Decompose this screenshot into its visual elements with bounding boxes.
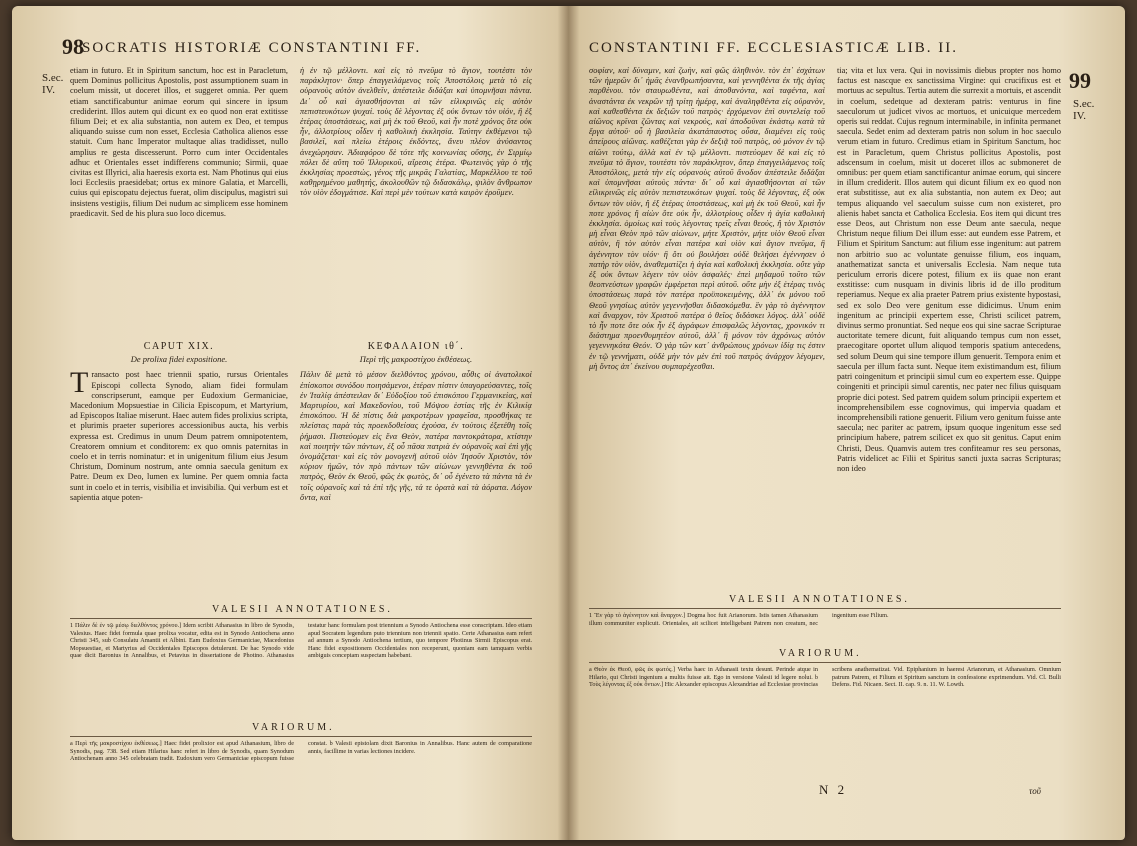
divider xyxy=(70,736,532,737)
latin-column xyxy=(837,66,1061,586)
greek-text: σοφίαν, καὶ δύναμιν, καὶ ζωὴν, καὶ φῶς ἀληθινὸν. τὸν ἐπ᾽ ἐσχάτων τῶν ἡμερῶν δι᾽ ἡμᾶς ἐνανθρωπήσαντα, καὶ γεννηθέντα ἐκ τῆς ἁγίας παρθένου. τὸν σταυρωθέντα, καὶ ἀποθανόντα, καὶ ταφέντα, καὶ ἀναστάντα ἐκ νεκρῶν τῇ τρίτῃ ἡμέρᾳ, καὶ ἀναληφθέντα εἰς οὐρανὸν, καὶ καθεσθέντα ἐκ δεξιῶν τοῦ πατρὸς· ἐρχόμενον ἐπὶ συντελείᾳ τοῦ αἰῶνος κρῖναι ζῶντας καὶ νεκρούς, καὶ ἀποδοῦναι ἑκάστῳ κατὰ τὰ ἔργα αὐτοῦ· οὗ ἡ βασιλεία ἀκατάπαυστος οὖσα, διαμένει εἰς τοὺς ἀπείρους αἰῶνας. καθέζεται γὰρ ἐν δεξιᾷ τοῦ πατρὸς, οὐ μόνον ἐν τῷ αἰῶνι τούτῳ, ἀλλὰ καὶ ἐν τῷ μέλλοντι. πιστεύομεν δὲ καὶ εἰς τὸ πνεῦμα τὸ ἅγιον, τουτέστι τὸν παράκλητον, ὅπερ ἐπαγγειλάμενος τοῖς Ἀποστόλοις, μετὰ τὴν εἰς οὐρανοὺς αὐτοῦ ἄνοδον ἀπέστειλε διδάξαι καὶ ὑπομνῆσαι αὐτοὺς πάντα· δι᾽ οὗ καὶ ἁγιασθήσονται αἱ τῶν εἰλικρινῶς εἰς αὐτὸν πεπιστευκότων ψυχαί. τοὺς δὲ λέγοντας, ἐξ οὐκ ὄντων τὸν υἱὸν, ἢ ἐξ ἑτέρας ὑποστάσεως, καὶ μὴ ἐκ τοῦ Θεοῦ, καὶ ἦν ποτε χρόνος ἢ αἰὼν ὅτε οὐκ ἦν, ἀλλοτρίους οἶδεν ἡ ἁγία καθολικὴ ἐκκλησία. ὁμοίως καὶ τοὺς λέγοντας τρεῖς εἶναι θεούς, ἢ τὸν Χριστὸν μὴ εἶναι Θεὸν πρὸ τῶν αἰώνων, μήτε Χριστὸν, μήτε υἱὸν Θεοῦ εἶναι αὐτὸν, ἢ τὸν αὐτὸν εἶναι πατέρα καὶ υἱὸν καὶ ἅγιον πνεῦμα, ἢ ἀγέννητον τὸν υἱόν· ἢ ὅτι οὐ βουλήσει οὐδὲ θελήσει ἐγέννησεν ὁ πατὴρ τὸν υἱὸν, ἀναθεματίζει ἡ ἁγία καὶ καθολικὴ ἐκκλησία. οὔτε γὰρ ἐξ οὐκ ὄντων λέγειν τὸν υἱὸν ἀσφαλές· ἐπεὶ μηδαμοῦ τοῦτο τῶν θεοπνεύστων γραφῶν ἐμφέρεται περὶ αὐτοῦ. οὔτε μὴν ἐξ ἑτέρας τινὸς ὑποστάσεως παρὰ τὸν πατέρα προϋποκειμένης, ἀλλ᾽ ἐκ μόνου τοῦ Θεοῦ γνησίως αὐτὸν γεγεννῆσθαι διδασκόμεθα. ἓν γὰρ τὸ ἀγέννητον καὶ ἄναρχον, τὸν Χριστοῦ πατέρα ὁ θεῖος διδάσκει λόγος. ἀλλ᾽ οὐδὲ τὸ ἦν ποτε ὅτε οὐκ ἦν ἐξ ἀγράφων ἐπισφαλῶς λέγοντας, χρονικόν τι διάστημα προενθυμητέον αὐτοῦ, ἀλλ᾽ ἢ μόνον τὸν ἀχρόνως αὐτὸν γεγεννηκότα Θεόν. Ὁ γὰρ τῶν κατ᾽ ἀνθρώπους χρόνων ἰδίᾳ τις ἐστιν ἐν τῷ γεννήματι, οὐδὲ μὴν τὸν μὲν ἐπὶ τοῦ πατρὸς ἀνάρχον λέγομεν, μὴ ὄντος ἀπ᾽ ἐκείνου συμπαρέχεσθαι. xyxy=(589,66,825,371)
page-number: 98 xyxy=(62,34,84,59)
annotations-title: VALESII ANNOTATIONES. xyxy=(212,604,393,615)
annotations-title: VALESII ANNOTATIONES. xyxy=(729,594,910,605)
margin-note: S.ec. IV. xyxy=(42,72,64,96)
page-number: 99 xyxy=(1069,68,1091,93)
latin-text: ransacto post haec triennii spatio, rursus Orientales Episcopi collecta Synodo, aliam fidei formulam conscripserunt, eamque per Eudoxium Germaniciae, Macedonium Mopsuestiae in Cilicia Episcopum, et Martyrium, ad Episcopos Italiae miserunt. Haec autem fides prolixius scripta, et plurimis praeter superiores accessionibus aucta, his verbis expressa est. Credimus in unum Deum patrem omnipotentem, Creatorem omnium et conditorem: ex quo omnis paternitas in coelo et in terris nominatur: et in unigenitum filium eius Jesum Christum, Dominum nostrum, ante omnia saecula genitum ex Patre. Deum ex Deo, lumen ex lumine. Per quem omnia facta sunt in coelo et in terris, visibilia et invisibilia. Qui verbum est et sapientia atque poten- xyxy=(70,370,288,502)
signature-mark: N 2 xyxy=(819,782,848,797)
chapter-subheading-greek: Περὶ τῆς μακροστίχου ἐκθέσεως. xyxy=(359,354,473,365)
margin-note: S.ec. IV. xyxy=(1073,98,1095,122)
running-head: SOCRATIS HISTORIÆ CONSTANTINI FF. xyxy=(82,40,422,56)
drop-cap: T xyxy=(70,366,89,400)
greek-text: Πάλιν δὲ μετὰ τὸ μέσον διελθόντος χρόνου, αὖθις οἱ ἀνατολικοὶ ἐπίσκοποι συνόδου ποιησάμενοι, ἑτέραν πίστιν ὑπαγορεύσαντες, τοῖς ἐν Ἰταλίᾳ ἀπέστειλαν δι᾽ Εὐδοξίου τοῦ ἐπισκόπου Γερμανικείας, καὶ Μαρτυρίου, καὶ Μακεδονίου, τοῦ Μόψου ἑστίας τῆς ἐν Κιλικίᾳ ἐπισκόπου. Ἡ δὲ πίστις διὰ μακροτέρων γραφεῖσα, προσθήκας τε πλείστας παρὰ τὰς προεκδοθείσας ἐχούσα, ἐν τούτοις ἐξετέθη τοῖς ῥήμασι. Πιστεύομεν εἰς ἕνα Θεὸν, πατέρα παντοκράτορα, κτίστην καὶ ποιητὴν τῶν πάντων, ἐξ οὗ πᾶσα πατριὰ ἐν οὐρανοῖς καὶ ἐπὶ γῆς ὀνομάζεται· καὶ εἰς τὸν μονογενῆ αὐτοῦ υἱὸν Ἰησοῦν Χριστὸν, τὸν κύριον ἡμῶν, τὸν πρὸ πάντων τῶν αἰώνων γεννηθέντα ἐκ τοῦ πατρὸς, Θεὸν ἐκ Θεοῦ, φῶς ἐκ φωτὸς, δι᾽ οὗ ἐγένετο τὰ πάντα τὰ ἐν τοῖς οὐρανοῖς καὶ τὰ ἐπὶ τῆς γῆς, τά τε ὁρατὰ καὶ τὰ ἀόρατα. Λόγον ὄντα, καὶ xyxy=(300,370,532,502)
variorum-text: a Περὶ τῆς μακροστίχου ἐκθέσεως.] Haec fidei prolixior est apud Athanasium, libro de Synodis, pag. 738. Sed etiam Hilarius hanc refert in libro de Synodis, quam Synodum Antiochenam anno 345 celebratam tradit. Eudoxium vero Germaniciae episcopum fuisse constat. b Valesii epistolam dixit Baronius in Annalibus. Hanc autem de comparatione annis, facillime in varias lectiones incidere. xyxy=(70,740,532,763)
divider xyxy=(70,618,532,619)
annotations-text: 1 Ἓν γὰρ τὸ ἀγέννητον καὶ ἄναρχον.] Dogma hoc fuit Arianorum. Istis tamen Athanasium illum communiter explicuit. Orientales, ait scilicet intelligebant Patrem non creatum, nec ingenitum esse Filium. xyxy=(589,612,889,627)
greek-column-top xyxy=(300,66,532,336)
latin-text: etiam in futuro. Et in Spiritum sanctum, hoc est in Paracletum, quem Dominus pollicitus Apostolis, post assumptionem suam in coelum missit, ut doceret illos, et suggeret omnia. Per quem etiam sanctificabuntur animae eorum qui sincere in ipsum crediderint. Illos autem qui dicunt ex eo quod non erat extitisse filium Dei; et ex alia substantia, non autem ex Deo, et tempus aliquando suisse cum non esset, Ecclesia Catholica alienos esse statuit. Cum hanc Imperator multaque alias tradidisset, nullo amplius re gesta discesserunt. Porro cum inter Occidentales adhuc et Orientales esset indifferens communio; Sirmii, quae civitas est Illyrici, alia haeresis exorta est. Nam Photinus qui eius loci Ecclesiis praesidebat; ortus ex minore Galatia, et Marcelli, cuius qui episcopatu dejectus fuerat, olim discipulus, magistri sui insistens vestigiis, filium Dei nudum ac simplicem esse hominem praedicavit. Sed de his plura suo loco dicemus. xyxy=(70,66,288,218)
greek-column-bottom xyxy=(300,336,532,596)
right-page xyxy=(569,6,1125,840)
running-head: CONSTANTINI FF. ECCLESIASTICÆ LIB. II. xyxy=(589,40,959,56)
chapter-subheading-latin: De prolixa fidei expositione. xyxy=(130,354,228,365)
annotations-text: 1 Πάλιν δὲ ἐν τῷ μέσῳ διελθόντος χρόνου.] Idem scribit Athanasius in libro de Synodis, Valesius. Haec fidei formula quae prolixa vocatur, edita est in Synodo Antiochena anno Christi 345, sub Consulatu Amantii et Albini. Eam Eudoxius Germaniciae, Macedonius Mopsuestiae, et Martyrius ad Occidentales Episcopos detulerunt. De hac Synodo vide quae dicit Baronius in Annalibus, et Petavius in dissertatione de Photino. Athanasius testatur hanc formulam post triennium a Synodo Antiochena esse conscriptam. Ideo etiam apud Socratem legendum puto triennium non triennii spatio. Certe Athanasius eam refert ad annum a Synodo Antiochena tertium, quo tempore Photinus Sirmii Episcopus erat. Hanc fidei expositionem Occidentales non receperunt, quoniam eam tamquam verbis ambiguis conceptam suspectam habebant. xyxy=(70,622,532,660)
book-spread xyxy=(12,6,1125,840)
chapter-heading-greek: ΚΕΦΑΛΑΙΟΝ ιθ΄. xyxy=(367,341,465,352)
greek-text: ἡ ἐν τῷ μέλλοντι. καὶ εἰς τὸ πνεῦμα τὸ ἅγιον, τουτέστι τὸν παράκλητον· ὅπερ ἐπαγγειλάμενος τοῖς Ἀποστόλοις μετὰ τὸ εἰς οὐρανοὺς αὐτὸν ἀνελθεῖν, ἀπέστειλε διδάξαι καὶ ὑπομνῆσαι πάντα. Δι᾽ οὗ καὶ ἁγιασθήσονται αἱ τῶν εἰλικρινῶς εἰς αὐτὸν πεπιστευκότων ψυχαί. τοὺς δὲ λέγοντας ἐξ οὐκ ὄντων τὸν υἱόν, ἢ ἐξ ἑτέρας ὑποστάσεως, καὶ μὴ ἐκ τοῦ Θεοῦ, καὶ ἦν ποτὲ χρόνος ὅτε οὐκ ἦν, ἀλλοτρίους οἶδεν ἡ καθολικὴ ἐκκλησία. Ταύτην ἐκθέμενοι τῷ βασιλεῖ, καὶ πλείω ἑτέροις ἐκδόντες, ἄνευ πλέον ἀνύσαντος ἀνεχώρησαν. Ἀδιαφόρου δὲ τότε τῆς κοινωνίας οὔσης, ἐν Σιρμίῳ πόλει δὲ αὕτη τοῦ Ἰλλυρικοῦ, αἵρεσις ἑτέρα. Φωτεινὸς γὰρ ὁ τῆς ἐκκλησίας προεστὼς, γένος τῆς μικρᾶς Γαλατίας, Μαρκέλλου τε τοῦ καθῃρημένου μαθητής, ἀκολουθῶν τῷ διδασκάλῳ, ψιλὸν ἄνθρωπον τὸν υἱὸν ἐδογμάτισε. Καὶ περὶ μὲν τούτων κατὰ καιρὸν ἐροῦμεν. xyxy=(300,66,532,198)
catchword: τοῦ xyxy=(1029,786,1041,796)
chapter-heading-latin: CAPUT XIX. xyxy=(143,341,215,352)
divider xyxy=(589,608,1061,609)
left-page xyxy=(12,6,568,840)
latin-column-top xyxy=(70,66,288,336)
variorum-title: VARIORUM. xyxy=(779,648,862,659)
latin-column-bottom xyxy=(70,336,288,596)
greek-column xyxy=(589,66,825,586)
variorum-title: VARIORUM. xyxy=(252,722,335,733)
divider xyxy=(589,662,1061,663)
variorum-text: a Θεὸν ἐκ Θεοῦ, φῶς ἐκ φωτός.] Verba haec in Athanasii textu desunt. Perinde atque in Hilario, qui Christi ingenium a multis fuisse ait. Ego in versione Valesii id legere nolui. b Τοὺς λέγοντας ἐξ οὐκ ὄντων.] Hic Alexander episcopus Alexandriae ad Ecclesiae provincias scribens anathematizat. Vid. Epiphanium in haeresi Arianorum, et Athanasium. Omnium patrum Patrem, et Filium et Spiritum sanctum in confessione exprimendum. Vid. Cl. Bulli Defens. Fid. Nicaen. Sect. II. cap. 9. n. 11. W. Lowth. xyxy=(589,666,1061,689)
latin-text: tia; vita et lux vera. Qui in novissimis diebus propter nos homo factus est nascque ex sanctissima Virgine: qui crucifixus est et mortuus ac sepultus. Tertia autem die surrexit a mortuis, et ascendit in coelum, sedetque ad dexteram patris: venturus in fine saeculorum ut judicet vivos ac mortuos, et unicuique mercedem operis sui reddat. Cujus regnum interminabile, in infinita permanet saecula. Sedet enim ad dexteram patris non solum in hoc saeculo verum etiam in futuro. Credimus etiam in Spiritum Sanctum, hoc est in Paracletum, quem Christus pollicitus Apostolis, post adscensum in coelum, misit ut doceret illos ac submoneret de omnibus: per quem etiam sanctificantur animae eorum, qui sincere in illum crediderit. Illos autem qui dicunt filium ex eo quod non erat substitisse, aut ex alia substantia, non autem ex Deo; aut tempus aliquando vel saeculum suisse cum non existeret, pro alienis habet sancta et Catholica Ecclesia. Eos item qui dicunt tres esse Deos, aut Christum non esse Deum ante saecula, neque Christum neque filium Dei illum esse: aut eundem esse Patrem, et Filium et Spiritum Sanctum: aut filium esse ingenitum: aut patrem non arbitrio suo ac voluntate genuisse filium, eos inquam, anathematizat sancta et universalis Ecclesia. Nam neque tuta periculum erroris dicere potest, filium ex iis quae non erant exstitisse: cum nusquam in divinis libris id de illo proditum reperiamus. Neque ex alia praeter Patrem prius existente hypostasi, sed ex solo Deo vere genitum esse didicimus. Unum enim ingenitum ac principii expertem esse, Christi scilicet patrem, divinus sermo pronuntiat. Sed neque eos qui sine sacrae Scripturae auctoritate temere dicunt, fuit aliquando tempus cum non esset, praecogitare oportet ullum aliquod temporis spatium antecedens, sed solum Deum qui sine tempore illum genuerit. Tempora enim et saecula per illum facta sunt. Neque item existimandum est, filium patri coingenitum et principii simul cum eo expertem esse. Quippe coingeniti et principii simul carentis, nec pater nec filius quisquam proprie dici potest. Sed patrem quidem solum principii expertem et incomprehensibilem esse cognovimus, qui impervia quadam et incomprehensibili ratione genuerit. Filium vero genitum fuisse ante saecula; nec pariter ac patrem, ipsum quoque ingenitum esse sed principium habere, patrem scilicet ex quo sit genitus. Caput enim Christi, Deus. Quamvis autem tres confiteamur res seu personas, Patris videlicet ac Filii et Spiritus sancti juxta sacras Scripturas; non ideo xyxy=(837,66,1061,473)
